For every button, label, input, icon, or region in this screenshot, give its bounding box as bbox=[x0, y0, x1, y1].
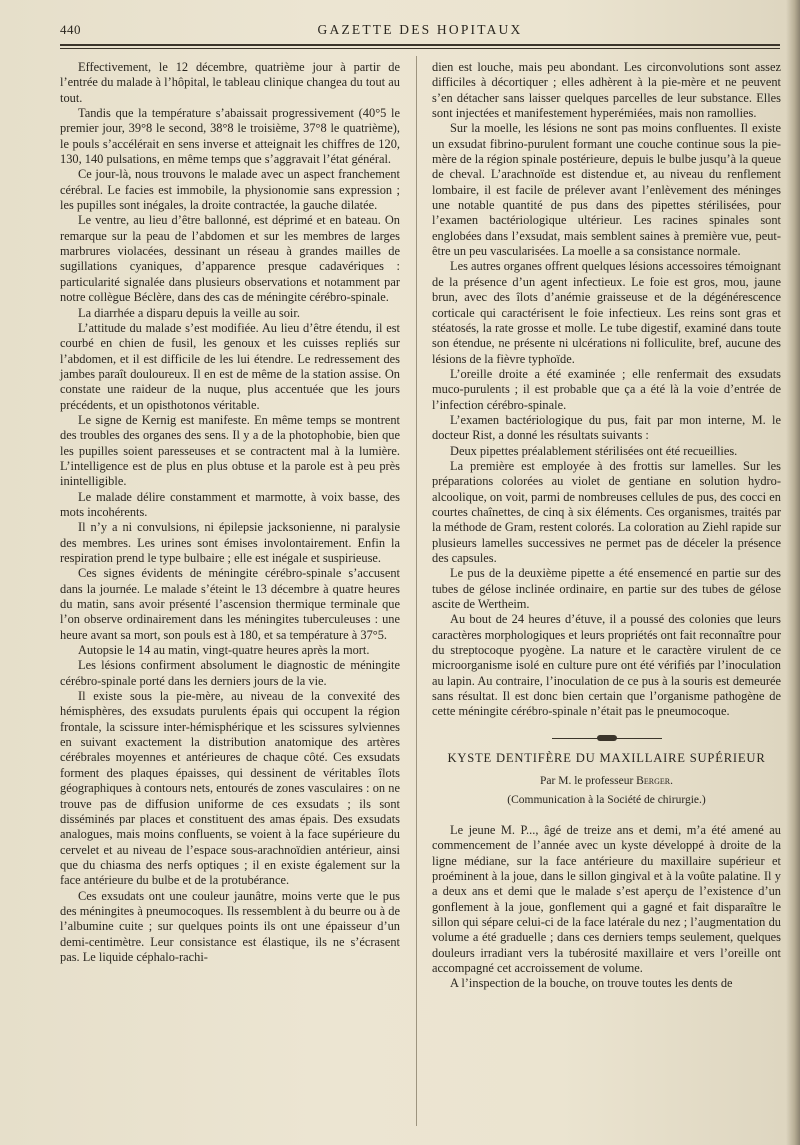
article-communication-note: (Communication à la Société de chirurgie.) bbox=[507, 794, 706, 807]
paragraph: Ces signes évidents de méningite cérébro-spinale s’accusent dans la journée. Le malade s’éteint le 13 décembre à quatre heures du matin, sans avoir présenté l’ascension thermique terminale que l’on observe ordinairement dans les méningites tuberculeuses : une heure avant sa mort, son pouls est à 180, et sa température à 37°5. bbox=[60, 566, 400, 642]
paragraph: La première est employée à des frottis sur lamelles. Sur les préparations colorées au violet de gentiane en solution hydro-alcoolique, on voit, parmi de nombreuses cellules de pus, des cocci en courtes chaînettes, de cinq à six éléments. Ces organismes, traités par la méthode de Gram, restent colorés. La coloration au Ziehl rapide sur plusieurs lamelles successives ne permet pas de déceler la présence des capsules. bbox=[432, 458, 781, 565]
paragraph: Le ventre, au lieu d’être ballonné, est déprimé et en bateau. On remarque sur la peau de l’abdomen et sur les membres de larges marbrures violacées, dessinant un réseau à grandes mailles de sugillations cyaniques, d’apparence presque cadavériques : particularité signalée dans plusieurs observations et notamment par notre collègue Béclère, dans des cas de méningite cérébro-spinale. bbox=[60, 213, 400, 305]
paragraph: Effectivement, le 12 décembre, quatrième jour à partir de l’entrée du malade à l’hôpital, le tableau clinique changea du tout au tout. bbox=[60, 60, 400, 105]
article-separator-ornament bbox=[552, 738, 662, 739]
paragraph: Le malade délire constamment et marmotte, à voix basse, des mots incohérents. bbox=[60, 489, 400, 519]
paragraph: L’attitude du malade s’est modifiée. Au lieu d’être étendu, il est courbé en chien de fusil, les genoux et les cuisses repliés sur l’abdomen, et il est difficile de les lui étendre. Le redressement des jambes paraît douloureux. Il en est de même de la station assise. On constate une raideur de la nuque, plus accentuée que les jours précédents, et un opisthotonos véritable. bbox=[60, 320, 400, 412]
paragraph: Tandis que la température s’abaissait progressivement (40°5 le premier jour, 39°8 le second, 38°8 le troisième, 37°8 le quatrième), le pouls s’accélérait en sens inverse et atteignait les chiffres de 120, 130, 140 pulsations, en même temps que s’aggravait l’état général. bbox=[60, 106, 400, 167]
page-edge-shadow bbox=[786, 0, 800, 1145]
paragraph: Le jeune M. P..., âgé de treize ans et demi, m’a été amené au commencement de l’année avec un kyste développé à droite de la ligne médiane, sur la face antérieure du maxillaire supérieur et proéminent à la joue, dans le sillon gingival et à la voûte palatine. Il y a deux ans et demi que le malade s’est aperçu de l’existence d’un gonflement à la joue, gonflement qui a gagné et fait disparaître le sillon qui sépare celui-ci de la face latérale du nez ; l’augmentation du volume a été graduelle ; dans ces derniers temps seulement, quelques douleurs irradiant vers la tubérosité maxillaire et vers l’oreille ont accompagné cet accroissement de volume. bbox=[432, 822, 781, 975]
paragraph: A l’inspection de la bouche, on trouve toutes les dents de bbox=[450, 976, 733, 991]
paragraph: Le pus de la deuxième pipette a été ensemencé en partie sur des tubes de gélose inclinée ordinaire, en partie sur des tubes de gélose ascite de Wertheim. bbox=[432, 566, 781, 612]
paragraph: Ces exsudats ont une couleur jaunâtre, moins verte que le pus des méningites à pneumocoques. Ils ressemblent à du beurre ou à de l’albumine cuite ; sur quelques points ils ont une épaisseur d’un demi-centimètre. Leur consistance est élastique, ils ne s’écrasent pas. Le liquide céphalo-rachi- bbox=[60, 888, 400, 964]
paragraph: Sur la moelle, les lésions ne sont pas moins confluentes. Il existe un exsudat fibrino-purulent formant une couche continue sous la pie-mère de la région spinale postérieure, depuis le bulbe jusqu’à la queue de cheval. L’arachnoïde est distendue et, au niveau du renflement lombaire, il est facile de prélever avant l’enlèvement des méninges une notable quantité de pus dans des pipettes stérilisées, pour l’examen bactériologique ultérieur. Les racines spinales sont englobées dans l’exsudat, mais semblent saines à première vue, peut-être un peu vascularisées. La moelle a sa consistance normale. bbox=[432, 121, 781, 259]
right-column bbox=[432, 60, 781, 992]
paragraph: Au bout de 24 heures d’étuve, il a poussé des colonies que leurs caractères morphologiques et leurs propriétés ont fait reconnaître pour du streptocoque pyogène. La nature et le caractère virulent de ce microorganisme isolé en culture pure ont été vérifiés par l’inoculation au lapin. Au contraire, l’inoculation de ce pus à la souris est demeurée sans résultat. Il est donc bien certain que l’organisme pathogène de cette méningite cérébro-spinale n’était pas le pneumocoque. bbox=[432, 612, 781, 719]
header-rule-thick bbox=[60, 44, 780, 46]
journal-title: GAZETTE DES HOPITAUX bbox=[317, 22, 523, 37]
column-divider bbox=[416, 56, 417, 1126]
paragraph: Le signe de Kernig est manifeste. En même temps se montrent des troubles des organes des sens. Il y a de la photophobie, bien que les pupilles soient paresseuses et se contractent mal à la lumière. L’intelligence est de plus en plus obtuse et la parole est à peu près inintelligible. bbox=[60, 412, 400, 489]
paragraph: Autopsie le 14 au matin, vingt-quatre heures après la mort. bbox=[78, 643, 370, 658]
paragraph: Les lésions confirment absolument le diagnostic de méningite cérébro-spinale porté dans les derniers jours de la vie. bbox=[60, 658, 400, 688]
paragraph: Les autres organes offrent quelques lésions accessoires témoignant de la présence d’un agent infectieux. Le foie est gros, mou, jaune brun, avec des îlots d’anémie graisseuse et de la dégénérescence corticale qui caractérisent le foie infectieux. Les reins sont gras et stéatosés, la rate grosse et molle. Le tube digestif, examiné dans toute son étendue, ne présente ni ulcérations ni folliculite, bref, aucune des lésions de la fièvre typhoïde. bbox=[432, 259, 781, 366]
paragraph: L’oreille droite a été examinée ; elle renfermait des exsudats muco-purulents ; il est probable que ça a été là la voie d’entrée de l’infection cérébro-spinale. bbox=[432, 366, 781, 412]
page-header bbox=[60, 22, 780, 44]
paragraph: Il existe sous la pie-mère, au niveau de la convexité des hémisphères, des exsudats purulents épais qui occupent la région frontale, la scissure inter-hémisphérique et les scissures sylviennes en suivant exactement la distribution anatomique des artères cérébrales moyennes et antérieures de chaque côté. Ces exsudats forment des plaques épaisses, qui dessinent de véritables îlots géographiques à contours nets, entourés de zones vasculaires : on ne trouve pas de diffusion uniforme de ces exsudats ; ils sont disséminés par places et constituent des amas épais. Des exsudats analogues, mais moins confluents, se voient à la face supérieure du cervelet et au niveau de l’espace sous-arachnoïdien antérieur, ainsi que du chiasma des nerfs optiques ; il en existe également sur la face antérieure du bulbe et de la protubérance. bbox=[60, 689, 400, 888]
paragraph: L’examen bactériologique du pus, fait par mon interne, M. le docteur Rist, a donné les résultats suivants : bbox=[432, 412, 781, 443]
header-rule-thin bbox=[60, 48, 780, 49]
paragraph: La diarrhée a disparu depuis la veille au soir. bbox=[78, 305, 300, 320]
page-number: 440 bbox=[60, 22, 81, 37]
paragraph: Ce jour-là, nous trouvons le malade avec un aspect franchement cérébral. Le facies est immobile, la physionomie sans expression ; les pupilles sont inégales, la droite contractée, la gauche dilatée. bbox=[60, 167, 400, 213]
paragraph: dien est louche, mais peu abondant. Les circonvolutions sont assez difficiles à décortiquer ; elles adhèrent à la pie-mère et ne peuvent s’en détacher sans laisser quelques parcelles de leur substance. Elles sont injectées et manifestement hyperémiées, mais non ramollies. bbox=[432, 60, 781, 121]
left-column bbox=[60, 60, 400, 965]
paragraph: Il n’y a ni convulsions, ni épilepsie jacksonienne, ni paralysie des membres. Les urines sont émises involontairement. Enfin la respiration prend le type bulbaire ; elle est inégale et suspirieuse. bbox=[60, 520, 400, 565]
byline-author: Berger. bbox=[636, 775, 673, 788]
byline-prefix: Par M. le professeur bbox=[540, 775, 634, 788]
paragraph: Deux pipettes préalablement stérilisées ont été recueillies. bbox=[450, 443, 738, 458]
article-byline bbox=[432, 774, 781, 789]
article-title: KYSTE DENTIFÈRE DU MAXILLAIRE SUPÉRIEUR bbox=[447, 750, 766, 765]
